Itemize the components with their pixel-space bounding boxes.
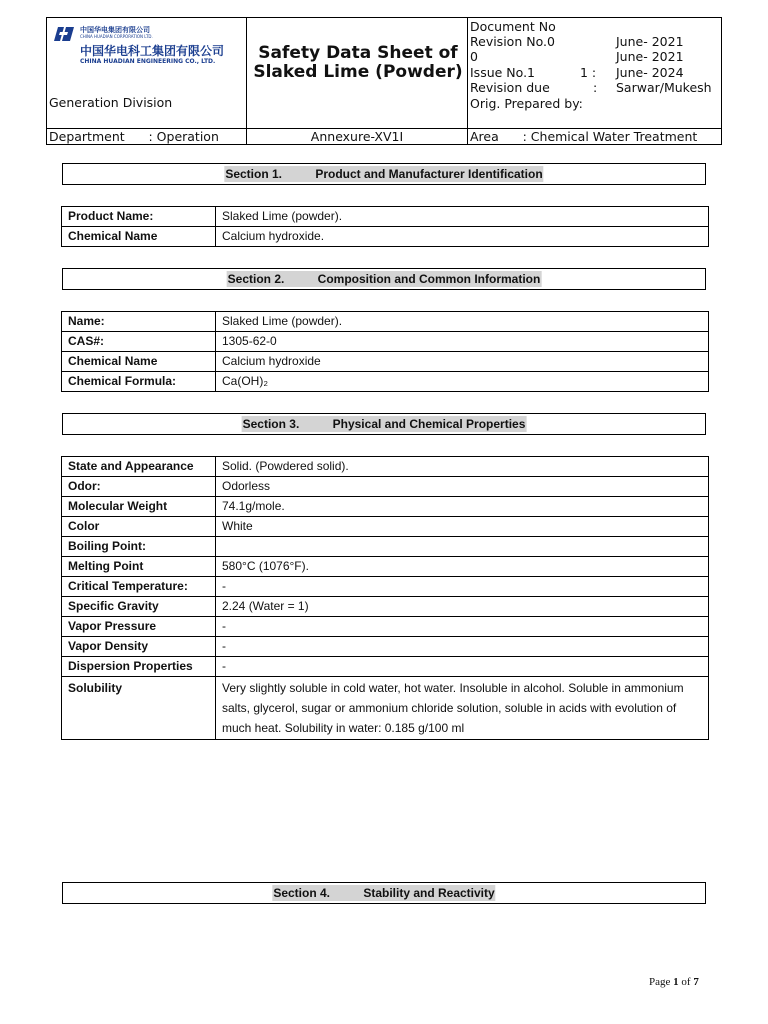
row-label: Vapor Pressure [62,617,216,637]
row-label: Dispersion Properties [62,657,216,677]
table-row [62,477,709,497]
page-label: Page [649,976,671,988]
section-title: Product and Manufacturer Identification [315,167,543,181]
page-number [649,976,699,988]
row-label: CAS#: [62,332,216,352]
row-value: Slaked Lime (powder). [216,312,709,332]
row-label: Critical Temperature: [62,577,216,597]
annexure-label: Annexure-XV1I [310,129,404,144]
section-title: Stability and Reactivity [363,886,495,900]
row-value: - [216,657,709,677]
row-label: Chemical Formula: [62,372,216,392]
table-row [62,557,709,577]
table-row [62,332,709,352]
row-value: Slaked Lime (powder). [216,207,709,227]
row-value: 2.24 (Water = 1) [216,597,709,617]
row-label: Chemical Name [62,352,216,372]
row-label: Odor: [62,477,216,497]
meta-revision-date-2: June- 2021 [616,49,684,64]
table-row [62,577,709,597]
table-row [62,372,709,392]
table-row [62,457,709,477]
section-title: Composition and Common Information [317,272,541,286]
meta-due-colon: : [593,80,598,95]
row-value [216,537,709,557]
row-value: Ca(OH)₂ [216,372,709,392]
table-row [62,517,709,537]
table-row [62,677,709,740]
logo-text-cn-big: 中国华电科工集团有限公司 [80,44,225,58]
document-header [46,17,722,145]
row-label: Boiling Point: [62,537,216,557]
meta-issue-date: June- 2024 [616,65,684,80]
physical-properties-table [61,456,709,740]
huadian-logo-icon [54,27,74,41]
row-value: Odorless [216,477,709,497]
meta-issue-colon: 1 : [580,65,597,80]
logo-text-en-big: CHINA HUADIAN ENGINEERING CO., LTD. [80,58,216,65]
table-row [62,537,709,557]
table-row [62,657,709,677]
row-label: Solubility [62,677,216,740]
division-label: Generation Division [49,95,173,110]
logo-text-en-small: CHINA HUADIAN CORPORATION LTD. [80,34,153,39]
logo-text-cn-small: 中国华电集团有限公司 [80,26,150,34]
row-value: - [216,577,709,597]
composition-table [61,311,709,392]
meta-issue-no: Issue No.1 [470,65,536,80]
section-1-heading [62,163,706,185]
row-label: Molecular Weight [62,497,216,517]
document-title: Safety Data Sheet of Slaked Lime (Powder) [253,43,463,82]
row-label: Melting Point [62,557,216,577]
section-4-heading [62,882,706,904]
row-value: Solid. (Powdered solid). [216,457,709,477]
area-label: Area : Chemical Water Treatment [470,129,698,144]
meta-revision-no: Revision No.0 [470,34,555,49]
product-identification-table [61,206,709,247]
section-number: Section 3. [242,417,300,431]
row-label: Name: [62,312,216,332]
header-divider [467,18,468,144]
row-label: Chemical Name [62,227,216,247]
row-value: Calcium hydroxide [216,352,709,372]
table-row [62,312,709,332]
table-row [62,597,709,617]
section-3-heading [62,413,706,435]
table-row [62,207,709,227]
row-value: 74.1g/mole. [216,497,709,517]
table-row [62,617,709,637]
row-label: Vapor Density [62,637,216,657]
row-label: Color [62,517,216,537]
row-value: Very slightly soluble in cold water, hot water. Insoluble in alcohol. Soluble in ammonium salts, glycerol, sugar or ammonium chloride solution, soluble in acids with evolution of much heat. Solubility in water: 0.185 g/100 ml [216,677,709,740]
row-value: 1305-62-0 [216,332,709,352]
meta-document-no: Document No [470,19,556,34]
row-label: Specific Gravity [62,597,216,617]
section-number: Section 2. [227,272,285,286]
row-value: 580°C (1076°F). [216,557,709,577]
table-row [62,352,709,372]
row-value: - [216,637,709,657]
table-row [62,497,709,517]
section-number: Section 4. [273,886,330,900]
table-row [62,637,709,657]
row-value: - [216,617,709,637]
header-divider [246,18,247,144]
department-label: Department : Operation [49,129,219,144]
meta-revision-due: Revision due [470,80,550,95]
row-label: Product Name: [62,207,216,227]
section-number: Section 1. [225,167,283,181]
table-row [62,227,709,247]
meta-revision-date: June- 2021 [616,34,684,49]
meta-revision-zero: 0 [470,49,478,64]
of-label: of [681,976,691,988]
total-pages: 7 [693,976,699,988]
current-page: 1 [673,976,679,988]
row-value: Calcium hydroxide. [216,227,709,247]
section-title: Physical and Chemical Properties [332,417,526,431]
row-value: White [216,517,709,537]
row-label: State and Appearance [62,457,216,477]
meta-preparers: Sarwar/Mukesh [616,80,712,95]
meta-prepared-by: Orig. Prepared by: [470,96,583,111]
section-2-heading [62,268,706,290]
